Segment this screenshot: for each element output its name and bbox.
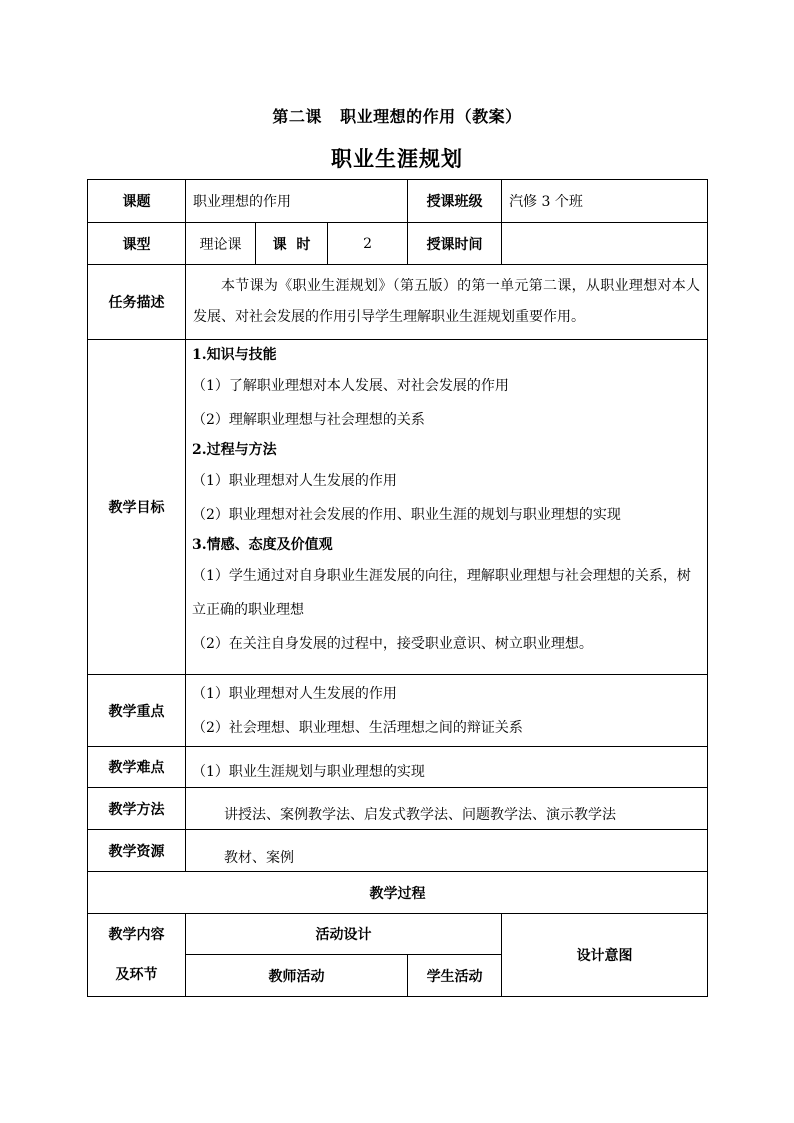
table-row <box>88 872 708 914</box>
goal-section-heading: 1.知识与技能 <box>192 347 277 363</box>
key-point-item: （2）社会理想、职业理想、生活理想之间的辩证关系 <box>192 719 523 736</box>
table-row <box>88 265 708 340</box>
topic-label: 课题 <box>88 180 186 223</box>
time-label: 授课时间 <box>408 223 502 265</box>
document-subtitle: 职业生涯规划 <box>331 146 463 171</box>
methods-label: 教学方法 <box>88 788 186 830</box>
document-title: 第二课 职业理想的作用（教案） <box>272 107 522 126</box>
difficulties-content <box>186 747 708 788</box>
goal-item: （1）职业理想对人生发展的作用 <box>192 473 397 489</box>
difficulty-item: （1）职业生涯规划与职业理想的实现 <box>192 764 425 780</box>
hours-label: 课 时 <box>256 223 328 265</box>
table-row <box>88 914 708 955</box>
goal-item: （1）学生通过对自身职业生涯发展的向往，理解职业理想与社会理想的关系，树立正确的职业理想 <box>192 568 691 618</box>
methods-content: 讲授法、案例教学法、启发式教学法、问题教学法、演示教学法 <box>186 788 708 830</box>
goal-section-heading: 3.情感、态度及价值观 <box>192 537 333 553</box>
time-value <box>502 223 708 265</box>
goal-item: （2）在关注自身发展的过程中，接受职业意识、树立职业理想。 <box>192 636 593 652</box>
type-value: 理论课 <box>186 223 256 265</box>
type-label: 课型 <box>88 223 186 265</box>
content-stage-label <box>88 914 186 997</box>
goal-item: （2）理解职业理想与社会理想的关系 <box>192 412 425 428</box>
resources-label: 教学资源 <box>88 830 186 872</box>
goals-label: 教学目标 <box>88 340 186 675</box>
goal-item: （1）了解职业理想对本人发展、对社会发展的作用 <box>192 378 509 394</box>
content-label-line-2: 及环节 <box>115 967 158 983</box>
goal-item: （2）职业理想对社会发展的作用、职业生涯的规划与职业理想的实现 <box>192 507 621 523</box>
hours-value: 2 <box>328 223 408 265</box>
topic-value: 职业理想的作用 <box>186 180 408 223</box>
task-description: 本节课为《职业生涯规划》（第五版）的第一单元第二课，从职业理想对本人发展、对社会发展的作用引导学生理解职业生涯规划重要作用。 <box>186 265 708 340</box>
key-points-label: 教学重点 <box>88 675 186 747</box>
lesson-plan-table <box>87 179 708 997</box>
activity-design-header: 活动设计 <box>186 914 502 955</box>
class-label: 授课班级 <box>408 180 502 223</box>
teacher-activity-header: 教师活动 <box>186 955 408 997</box>
table-row <box>88 340 708 675</box>
goals-content <box>186 340 708 675</box>
table-row <box>88 747 708 788</box>
table-row <box>88 675 708 747</box>
task-label: 任务描述 <box>88 265 186 340</box>
key-points-content <box>186 675 708 747</box>
design-intent-header: 设计意图 <box>502 914 708 997</box>
table-row <box>88 830 708 872</box>
table-row <box>88 180 708 223</box>
process-heading: 教学过程 <box>88 872 708 914</box>
difficulties-label: 教学难点 <box>88 747 186 788</box>
class-value: 汽修 3 个班 <box>502 180 708 223</box>
content-label-line-1: 教学内容 <box>108 927 165 943</box>
student-activity-header: 学生活动 <box>408 955 502 997</box>
table-row <box>88 223 708 265</box>
resources-content: 教材、案例 <box>186 830 708 872</box>
key-point-item: （1）职业理想对人生发展的作用 <box>192 685 397 702</box>
goal-section-heading: 2.过程与方法 <box>192 442 277 458</box>
table-row <box>88 788 708 830</box>
